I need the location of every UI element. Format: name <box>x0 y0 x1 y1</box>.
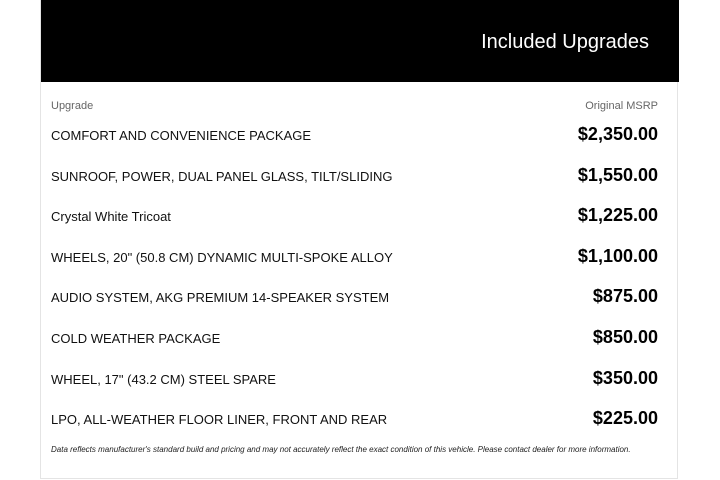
upgrade-price: $2,350.00 <box>577 124 658 144</box>
table-header <box>51 100 658 114</box>
upgrade-row <box>51 399 658 440</box>
upgrade-row <box>51 115 658 156</box>
upgrade-price: $225.00 <box>592 408 658 429</box>
pricing-disclaimer: Data reflects manufacturer's standard build and pricing and may not accurately reflect the exact condition of this vehicle. Please contact dealer for more information. <box>51 445 631 454</box>
upgrades-list <box>51 115 658 440</box>
upgrades-header <box>41 0 679 82</box>
upgrade-name: SUNROOF, POWER, DUAL PANEL GLASS, TILT/SLIDING <box>51 168 393 184</box>
upgrade-name: COLD WEATHER PACKAGE <box>51 330 221 346</box>
column-header-msrp: Original MSRP <box>585 100 658 112</box>
upgrade-row <box>51 237 658 278</box>
upgrade-name: WHEEL, 17" (43.2 CM) STEEL SPARE <box>51 371 276 387</box>
upgrade-name: WHEELS, 20" (50.8 CM) DYNAMIC MULTI-SPOKE ALLOY <box>51 249 393 265</box>
upgrade-row <box>51 156 658 197</box>
upgrade-name: AUDIO SYSTEM, AKG PREMIUM 14-SPEAKER SYSTEM <box>51 290 390 306</box>
upgrades-card <box>40 0 678 479</box>
upgrade-price: $1,550.00 <box>577 164 658 185</box>
upgrade-row <box>51 277 658 318</box>
upgrade-price: $1,100.00 <box>577 245 658 266</box>
upgrade-name: Crystal White Tricoat <box>51 209 171 225</box>
upgrade-price: $875.00 <box>592 286 658 307</box>
column-header-upgrade: Upgrade <box>51 100 94 112</box>
upgrade-price: $350.00 <box>592 367 658 388</box>
upgrade-row <box>51 318 658 359</box>
upgrades-title: Included Upgrades <box>481 31 649 53</box>
upgrade-row <box>51 359 658 400</box>
upgrade-price: $850.00 <box>592 326 658 347</box>
upgrade-name: LPO, ALL-WEATHER FLOOR LINER, FRONT AND REAR <box>51 412 388 428</box>
upgrade-name: COMFORT AND CONVENIENCE PACKAGE <box>51 128 312 143</box>
upgrade-row <box>51 196 658 237</box>
upgrade-price: $1,225.00 <box>577 205 658 226</box>
